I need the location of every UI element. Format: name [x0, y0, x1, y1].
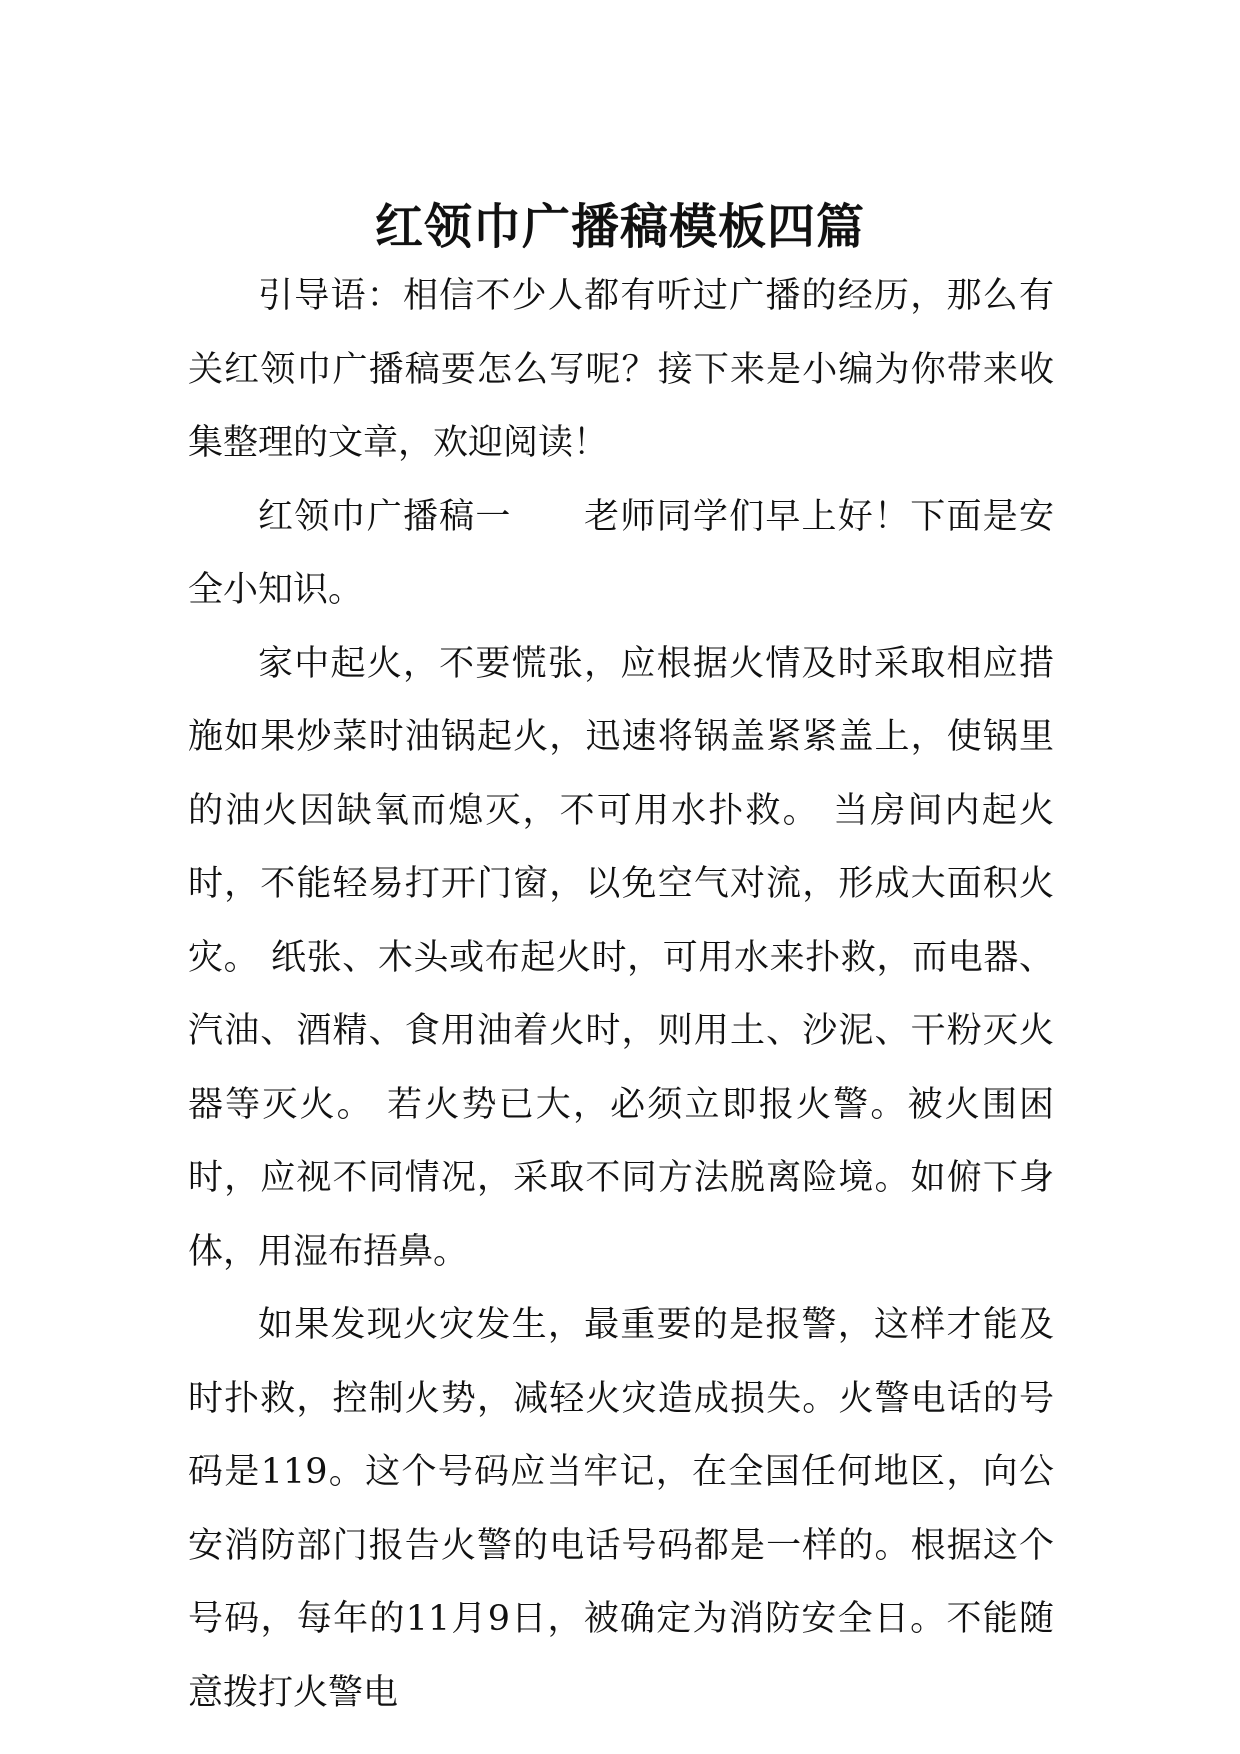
- paragraph-section-one-heading: 红领巾广播稿一 老师同学们早上好！下面是安全小知识。: [188, 496, 1054, 610]
- paragraph-fire-alarm: 如果发现火灾发生，最重要的是报警，这样才能及时扑救，控制火势，减轻火灾造成损失。火警电话的号码是119。这个号码应当牢记，在全国任何地区，向公安消防部门报告火警的电话号码都是一样的。根据这个号码，每年的11月9日，被确定为消防安全日。不能随意拨打火警电: [188, 1305, 1054, 1713]
- paragraph-fire-safety: 家中起火，不要慌张，应根据火情及时采取相应措施如果炒菜时油锅起火，迅速将锅盖紧紧盖上，使锅里的油火因缺氧而熄灭，不可用水扑救。 当房间内起火时，不能轻易打开门窗，以免空气对流，形成大面积火灾。 纸张、木头或布起火时，可用水来扑救，而电器、汽油、酒精、食用油着火时，则用土、沙泥、干粉灭火器等灭火。 若火势已大，必须立即报火警。被火围困时，应视不同情况，采取不同方法脱离险境。如俯下身体，用湿布捂鼻。: [188, 643, 1054, 1272]
- paragraph-intro: 引导语：相信不少人都有听过广播的经历，那么有关红领巾广播稿要怎么写呢？接下来是小编为你带来收集整理的文章，欢迎阅读！: [188, 276, 1054, 463]
- document-body: [188, 260, 1054, 1730]
- document-title: 红领巾广播稿模板四篇: [374, 199, 865, 256]
